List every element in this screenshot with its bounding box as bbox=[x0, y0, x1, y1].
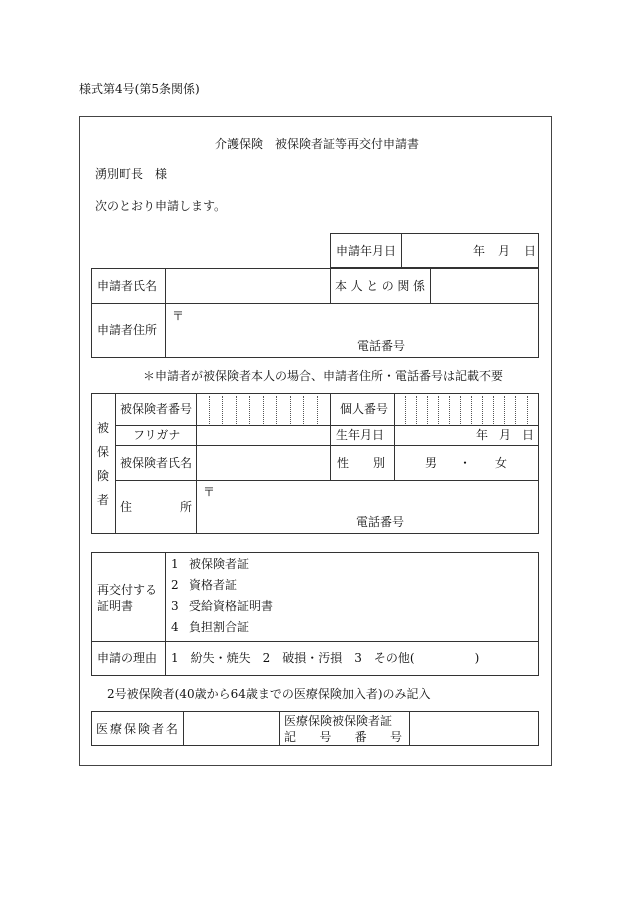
applicant-name-field[interactable] bbox=[166, 269, 329, 303]
birth-year-unit: 年 bbox=[476, 428, 489, 442]
postal-mark: 〒 bbox=[172, 309, 185, 323]
insured-postal-mark: 〒 bbox=[203, 485, 216, 499]
insured-name-field[interactable] bbox=[197, 446, 330, 480]
application-date-field[interactable] bbox=[402, 233, 539, 268]
insured-side-label: 被 保 険 者 bbox=[96, 421, 109, 507]
phone-label: 電話番号 bbox=[357, 339, 406, 353]
symbol-label-line1: 医療保険被保険者証 bbox=[284, 714, 393, 728]
day-unit: 日 bbox=[524, 244, 537, 258]
type2-note: 2号被保険者(40歳から64歳までの医療保険加入者)のみ記入 bbox=[107, 687, 431, 701]
intro-text: 次のとおり申請します。 bbox=[95, 199, 227, 213]
application-date-label: 申請年月日 bbox=[336, 244, 397, 258]
year-unit: 年 bbox=[473, 244, 486, 258]
furigana-label: フリガナ bbox=[133, 428, 181, 442]
sex-male-option[interactable]: 男 bbox=[425, 456, 438, 470]
reissue-label-line1: 再交付する bbox=[97, 583, 158, 597]
medical-insurer-label: 医 療 保 険 者 名 bbox=[96, 722, 178, 736]
relation-field[interactable] bbox=[431, 269, 538, 303]
form-title: 介護保険 被保険者証等再交付申請書 bbox=[215, 137, 420, 151]
furigana-field[interactable] bbox=[197, 426, 330, 445]
birth-date-label: 生年月日 bbox=[336, 428, 385, 442]
applicant-name-label: 申請者氏名 bbox=[97, 279, 158, 293]
symbol-label-line2: 記 号 番 号 bbox=[284, 730, 402, 744]
sex-separator: ・ bbox=[459, 456, 472, 470]
applicant-address-label: 申請者住所 bbox=[97, 323, 158, 337]
insured-phone-label: 電話番号 bbox=[356, 515, 405, 529]
medical-symbol-number-field[interactable] bbox=[410, 712, 538, 746]
insured-address-label-1: 住 bbox=[120, 500, 133, 514]
insured-number-label: 被保険者番号 bbox=[120, 402, 193, 416]
insured-address-field[interactable] bbox=[197, 481, 538, 533]
reason-options[interactable]: 1 紛失・焼失 2 破損・汚損 3 その他( ) bbox=[171, 651, 480, 665]
medical-insurer-field[interactable] bbox=[184, 712, 279, 746]
birth-date-field[interactable] bbox=[395, 426, 538, 445]
applicant-note: ＊申請者が被保険者本人の場合、申請者住所・電話番号は記載不要 bbox=[143, 369, 504, 383]
applicant-address-field[interactable] bbox=[166, 304, 538, 357]
sex-female-option[interactable]: 女 bbox=[495, 456, 508, 470]
reason-label: 申請の理由 bbox=[97, 651, 158, 665]
sex-label: 性 別 bbox=[337, 456, 386, 470]
birth-day-unit: 日 bbox=[522, 428, 535, 442]
insured-name-label: 被保険者氏名 bbox=[120, 456, 193, 470]
addressee: 湧別町長 様 bbox=[95, 167, 168, 181]
relation-label: 本 人 と の 関 係 bbox=[335, 279, 425, 293]
month-unit: 月 bbox=[498, 244, 511, 258]
personal-number-label: 個人番号 bbox=[340, 402, 389, 416]
form-number: 様式第4号(第5条関係) bbox=[79, 82, 200, 96]
insured-address-label-2: 所 bbox=[180, 500, 193, 514]
reissue-label-line2: 証明書 bbox=[97, 599, 134, 613]
birth-month-unit: 月 bbox=[499, 428, 512, 442]
